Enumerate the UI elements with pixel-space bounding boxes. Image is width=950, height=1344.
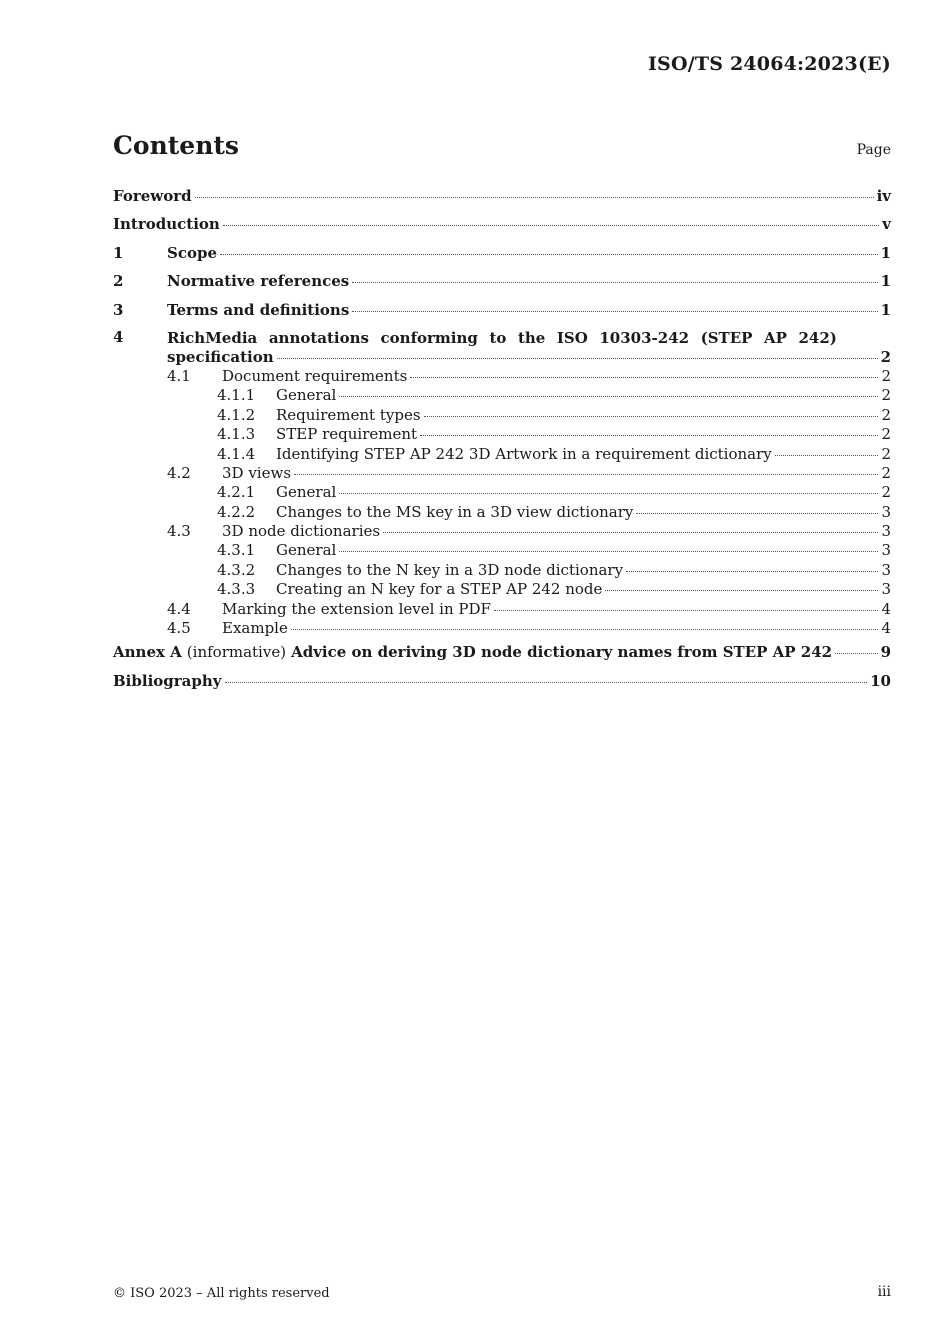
- toc-word: AP: [763, 328, 787, 347]
- toc-word: annotations: [268, 328, 369, 347]
- toc-entry-terms-definitions[interactable]: [113, 298, 891, 326]
- toc-page: 2: [880, 347, 891, 366]
- toc-word: ISO: [556, 328, 588, 347]
- toc-number: 4.3.2: [217, 560, 256, 579]
- toc-label: General: [276, 386, 337, 405]
- toc-label: Changes to the N key in a 3D node dictionary: [276, 560, 624, 579]
- page-number: iii: [877, 1284, 891, 1300]
- toc-label: Creating an N key for a STEP AP 242 node: [276, 580, 603, 599]
- toc-entry-foreword[interactable]: [113, 184, 891, 212]
- toc-page: v: [882, 215, 891, 234]
- toc-number: 4.3.3: [217, 580, 256, 599]
- toc-number: 2: [113, 272, 124, 291]
- dot-leader: [339, 396, 878, 397]
- dot-leader: [277, 358, 878, 359]
- toc-word: RichMedia: [167, 328, 258, 347]
- toc-entry-4-3[interactable]: [113, 522, 891, 541]
- toc-page: 3: [881, 541, 891, 560]
- toc-label: Marking the extension level in PDF: [222, 599, 491, 618]
- toc-entry-4-1[interactable]: [113, 367, 891, 386]
- toc-number: 4: [113, 327, 124, 346]
- toc-number: 4.1.4: [217, 444, 256, 463]
- dot-leader: [291, 629, 879, 630]
- page-title: Contents: [113, 131, 240, 160]
- toc-word: the: [517, 328, 546, 347]
- toc-label: Bibliography: [113, 671, 222, 690]
- toc-label-line-1: [167, 328, 837, 348]
- document-reference: ISO/TS 24064:2023(E): [647, 53, 891, 75]
- annex-qualifier: (informative): [186, 643, 287, 662]
- toc-entry-4-1-2[interactable]: [113, 406, 891, 425]
- toc-entry-4-2[interactable]: [113, 464, 891, 483]
- toc-label: Document requirements: [222, 366, 408, 385]
- toc-page: 3: [881, 502, 891, 521]
- toc-number: 4.1.3: [217, 425, 256, 444]
- toc-number: 4.4: [167, 599, 191, 618]
- toc-page: 3: [881, 560, 891, 579]
- toc-entry-4-4[interactable]: [113, 600, 891, 619]
- dot-leader: [223, 225, 879, 226]
- toc-page: 1: [880, 243, 891, 262]
- dot-leader: [352, 282, 877, 283]
- toc-entry-4-3-1[interactable]: [113, 541, 891, 560]
- dot-leader: [339, 493, 878, 494]
- toc-page: 2: [881, 386, 891, 405]
- toc-entry-4-1-4[interactable]: [113, 445, 891, 464]
- toc-entry-normative-references[interactable]: [113, 269, 891, 297]
- toc-page: 1: [880, 300, 891, 319]
- toc-number: 1: [113, 243, 124, 262]
- dot-leader: [626, 571, 878, 572]
- toc-page: 2: [881, 463, 891, 482]
- toc-page: 2: [881, 366, 891, 385]
- toc-label: STEP requirement: [276, 425, 418, 444]
- dot-leader: [225, 682, 868, 683]
- dot-leader: [195, 197, 874, 198]
- toc-entry-bibliography[interactable]: [113, 669, 891, 697]
- toc-entry-4-5[interactable]: [113, 619, 891, 638]
- toc-label: Example: [222, 619, 288, 638]
- toc-number: 4.1.2: [217, 405, 256, 424]
- toc-page: 2: [881, 483, 891, 502]
- toc-page: 1: [880, 272, 891, 291]
- toc-page: 9: [880, 643, 891, 662]
- toc-number: 4.2.2: [217, 502, 256, 521]
- toc-entry-4-2-1[interactable]: [113, 483, 891, 502]
- toc-entry-4-3-3[interactable]: [113, 580, 891, 599]
- toc-page: 2: [881, 425, 891, 444]
- table-of-contents: [113, 184, 891, 697]
- toc-label: General: [276, 483, 337, 502]
- toc-page: 2: [881, 405, 891, 424]
- toc-entry-introduction[interactable]: [113, 212, 891, 240]
- toc-label: Introduction: [113, 215, 220, 234]
- toc-page: 4: [881, 599, 891, 618]
- toc-label: Terms and definitions: [167, 300, 350, 319]
- toc-label: Advice on deriving 3D node dictionary names from STEP AP 242: [291, 643, 833, 662]
- toc-label: Foreword: [113, 187, 192, 205]
- annex-prefix: Annex A: [113, 643, 182, 662]
- toc-entry-4-1-1[interactable]: [113, 386, 891, 405]
- toc-number: 4.2.1: [217, 483, 256, 502]
- toc-entry-4-2-2[interactable]: [113, 503, 891, 522]
- toc-number: 4.3.1: [217, 541, 256, 560]
- toc-number: 4.1.1: [217, 386, 256, 405]
- dot-leader: [420, 435, 878, 436]
- dot-leader: [294, 474, 878, 475]
- toc-label-line-2: [167, 347, 891, 367]
- toc-page: 4: [881, 619, 891, 638]
- dot-leader: [494, 610, 879, 611]
- toc-label: specification: [167, 347, 274, 366]
- dot-leader: [775, 455, 879, 456]
- dot-leader: [424, 416, 879, 417]
- dot-leader: [339, 551, 878, 552]
- dot-leader: [835, 653, 877, 654]
- toc-word: 10303-242: [599, 328, 690, 347]
- toc-label: Identifying STEP AP 242 3D Artwork in a requirement dictionary: [276, 444, 772, 463]
- page-column-label: Page: [856, 142, 891, 158]
- toc-word: to: [489, 328, 507, 347]
- toc-label: Normative references: [167, 272, 350, 291]
- toc-entry-4-3-2[interactable]: [113, 561, 891, 580]
- toc-entry-scope[interactable]: [113, 241, 891, 269]
- toc-word: (STEP: [700, 328, 753, 347]
- toc-label: General: [276, 541, 337, 560]
- toc-page: 10: [870, 671, 891, 690]
- toc-number: 4.5: [167, 619, 191, 638]
- dot-leader: [605, 590, 878, 591]
- dot-leader: [636, 513, 878, 514]
- toc-label: Scope: [167, 243, 218, 262]
- toc-page: 3: [881, 580, 891, 599]
- toc-entry-richmedia-annotations[interactable]: [113, 328, 891, 367]
- dot-leader: [410, 377, 878, 378]
- toc-number: 4.1: [167, 366, 191, 385]
- toc-label: Requirement types: [276, 405, 421, 424]
- toc-word: 242): [798, 328, 837, 347]
- toc-label: Changes to the MS key in a 3D view dictionary: [276, 502, 634, 521]
- toc-entry-annex-a[interactable]: [113, 640, 891, 668]
- toc-label: 3D views: [222, 463, 292, 482]
- toc-entry-4-1-3[interactable]: [113, 425, 891, 444]
- toc-page: 2: [881, 444, 891, 463]
- dot-leader: [220, 254, 878, 255]
- copyright-notice: © ISO 2023 – All rights reserved: [113, 1286, 330, 1301]
- dot-leader: [352, 311, 877, 312]
- toc-number: 4.2: [167, 463, 191, 482]
- dot-leader: [383, 532, 878, 533]
- toc-word: conforming: [380, 328, 478, 347]
- toc-number: 4.3: [167, 522, 191, 541]
- toc-number: 3: [113, 300, 124, 319]
- toc-page: iv: [876, 187, 891, 205]
- toc-label: 3D node dictionaries: [222, 522, 381, 541]
- toc-page: 3: [881, 522, 891, 541]
